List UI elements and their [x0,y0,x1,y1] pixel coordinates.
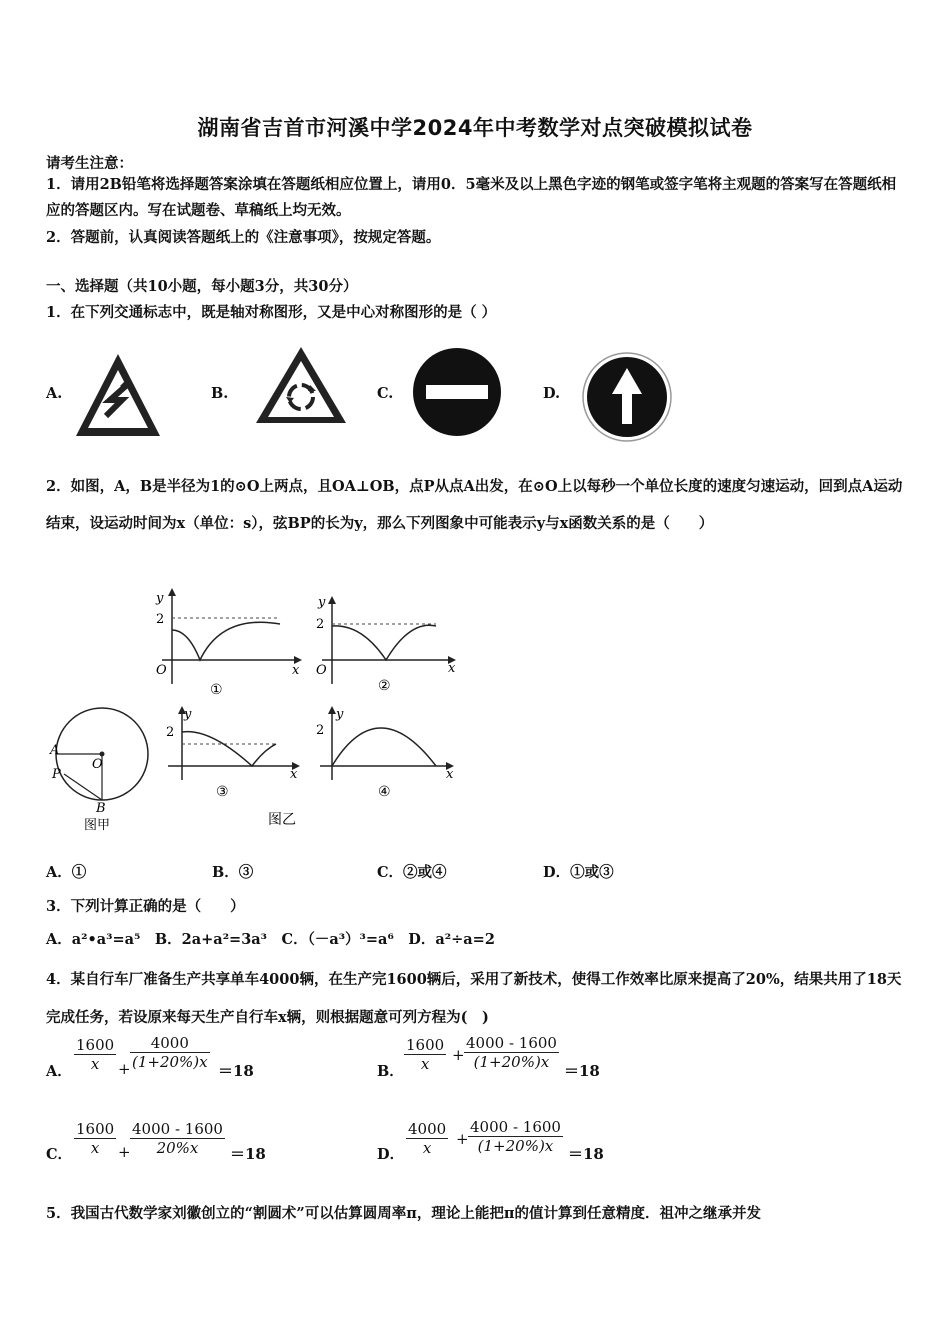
question-2-figures [44,584,464,836]
q4-d-plus: + [456,1130,469,1148]
question-2-text: 2．如图，A，B是半径为1的⊙O上两点，且OA⊥OB，点P从点A出发，在⊙O上以每秒一个单位长度的速度匀速运动，回到点A运动结束，设运动时间为x（单位：s），弦BP的长为y，那么下列图象中可能表示y与x函数关系的是（ ） [46,478,903,532]
figure-jia-label: 图甲 [84,818,111,833]
axis-x-label: x [292,663,300,678]
graph-4-label: ④ [378,784,391,800]
q4-a-plus: + [118,1060,131,1078]
q1-option-c-label: C. [377,385,394,402]
axis-y-label: y [184,707,192,722]
q4-c-fraction-1: 1600 x [76,1120,115,1157]
question-4-text: 4．某自行车厂准备生产共享单车4000辆，在生产完1600辆后，采用了新技术，使得工作效率比原来提高了20%，结果共用了18天完成任务，若设原来每天生产自行车x辆，则根据题意可列方程为( ) [46,971,902,1026]
q4-b-fraction-1: 1600 x [406,1036,445,1073]
graph-1-label: ① [210,682,223,698]
notice-item-1: 1．请用2B铅笔将选择题答案涂填在答题纸相应位置上，请用0．5毫米及以上黑色字迹的钢笔或签字笔将主观题的答案写在答题纸相应的答题区内。写在试题卷、草稿纸上均无效。 [46,176,897,219]
q4-d-fraction-2: 4000 - 1600 (1+20%)x [470,1118,561,1155]
q4-a-fraction-1: 1600 x [76,1036,115,1073]
graph-1 [155,588,302,698]
warning-triangle-roundabout-icon [254,345,348,425]
q4-a-rhs: ＝18 [218,1062,254,1080]
q4-b-rhs: ＝18 [564,1062,600,1080]
axis-two-label: 2 [166,725,175,740]
axis-x-label: x [446,767,454,782]
notice-heading: 请考生注意： [46,155,133,172]
q3-options: A．a²•a³=a⁵ B．2a+a²=3a³ C．（－a³）³=a⁶ D．a²÷a=2 [46,931,495,948]
axis-two-label: 2 [156,612,165,627]
axis-x-label: x [290,767,298,782]
q4-b-fraction-2: 4000 - 1600 (1+20%)x [466,1034,557,1071]
q2-option-c: C．②或④ [377,864,447,881]
page-title: 湖南省吉首市河溪中学2024年中考数学对点突破模拟试卷 [197,116,753,140]
q4-c-fraction-2: 4000 - 1600 20%x [132,1120,223,1157]
axis-y-label: y [318,595,326,610]
question-3-text: 3．下列计算正确的是（ ） [46,898,245,915]
q2-option-b: B．③ [212,864,254,881]
axis-two-label: 2 [316,617,325,632]
q1-option-b-label: B. [211,385,229,402]
q2-option-a: A．① [46,864,87,881]
q4-c-rhs: ＝18 [230,1145,266,1163]
question-1-text: 1．在下列交通标志中，既是轴对称图形，又是中心对称图形的是（ ） [46,304,497,321]
q4-d-fraction-1: 4000 x [408,1120,447,1157]
q4-option-d-label: D． [377,1146,405,1163]
point-a-label: A [50,743,60,758]
axis-origin-label: O [316,663,327,678]
straight-ahead-arrow-icon [582,352,672,442]
q1-option-d-label: D. [543,385,561,402]
graph-3-label: ③ [216,784,229,800]
point-p-label: P [52,767,61,782]
axis-x-label: x [448,661,456,676]
axis-two-label: 2 [316,723,325,738]
figure-yi-label: 图乙 [268,812,296,828]
graph-2 [316,595,456,694]
point-o-label: O [92,757,103,772]
notice-item-2: 2．答题前，认真阅读答题纸上的《注意事项》，按规定答题。 [46,229,441,246]
q4-a-fraction-2: 4000 (1+20%)x [132,1034,208,1071]
section-heading: 一、选择题（共10小题，每小题3分，共30分） [46,278,358,295]
q4-d-rhs: ＝18 [568,1145,604,1163]
graph-4 [316,706,454,800]
circle-figure [49,708,148,833]
q4-option-a-label: A． [46,1063,72,1080]
graph-2-label: ② [378,678,391,694]
q4-option-c-label: C． [46,1146,73,1163]
axis-y-label: y [336,707,344,722]
q4-b-plus: + [452,1046,465,1064]
graph-3 [166,706,300,800]
q2-option-d: D．①或③ [543,864,614,881]
no-entry-icon [412,347,502,437]
q4-c-plus: + [118,1143,131,1161]
q4-option-b-label: B． [377,1063,404,1080]
q1-option-a-label: A. [46,385,63,402]
axis-y-label: y [156,591,164,606]
point-b-label: B [96,801,106,816]
question-5-text: 5．我国古代数学家刘徽创立的“割圆术”可以估算圆周率π，理论上能把π的值计算到任意精度．祖冲之继承并发 [46,1205,761,1222]
warning-triangle-zigzag-icon [72,350,164,440]
axis-origin-label: O [156,663,167,678]
